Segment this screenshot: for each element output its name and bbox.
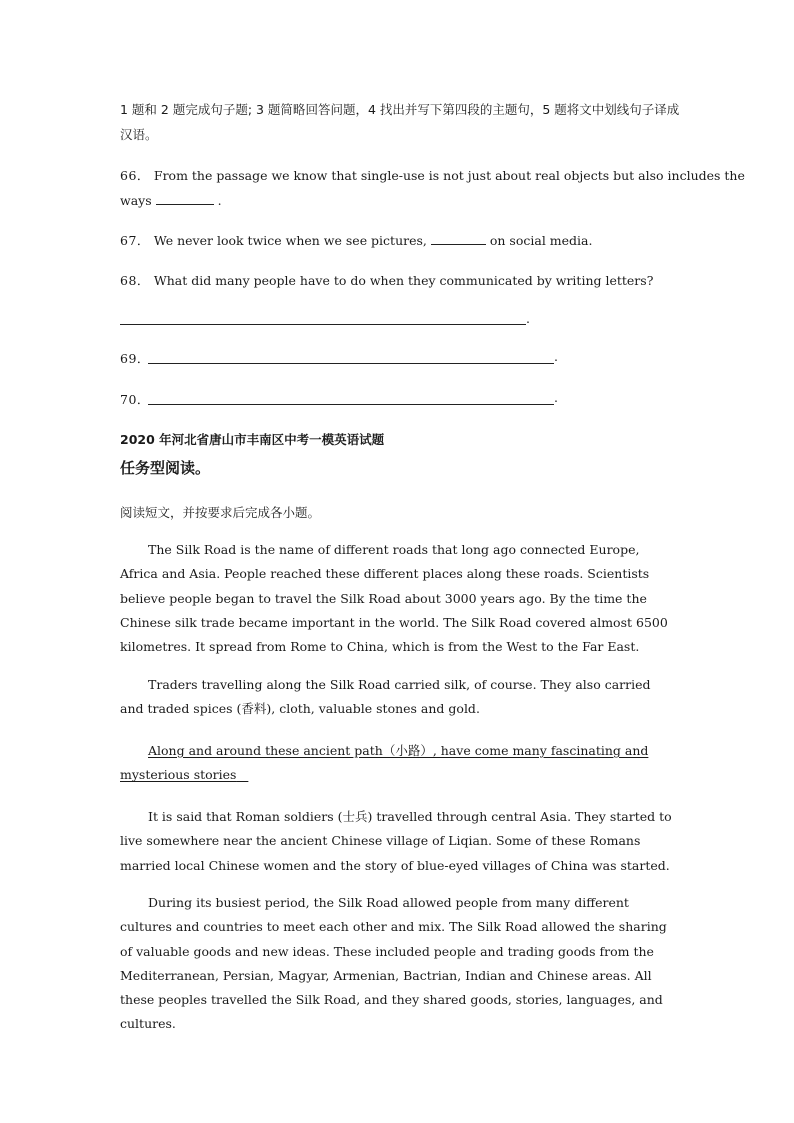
question-number: 66． xyxy=(120,168,150,183)
question-67 xyxy=(120,231,592,249)
passage-paragraph-3-underlined xyxy=(120,739,676,788)
paragraph-text: During its busiest period, the Silk Road allowed people from many different cultures and countries to meet each other and mix. The Silk Road allowed the sharing of valuable goods and new ideas. These included people and trading goods from the Mediterranean, Persian, Magyar, Armenian, Bactrian, Indian and Chinese areas. All these peoples travelled the Silk Road, and they shared goods, stories, languages, and cultures. xyxy=(120,895,667,1032)
answer-line-period: . xyxy=(554,349,558,364)
answer-line-period: . xyxy=(526,311,530,326)
question-number: 69． xyxy=(120,351,150,366)
question-70 xyxy=(120,390,150,408)
paragraph-text: The Silk Road is the name of different roads that long ago connected Europe, Africa and Asia. People reached these different places along these roads. Scientists believe people began to travel the Silk Road about 3000 years ago. By the time the Chinese silk trade became important in the world. The Silk Road covered almost 6500 kilometres. It spread from Rome to China, which is from the West to the Far East. xyxy=(120,542,668,655)
passage-paragraph-2 xyxy=(120,673,676,722)
paragraph-text: It is said that Roman soldiers (士兵) travelled through central Asia. They started to live somewhere near the ancient Chinese village of Liqian. Some of these Romans married local Chinese women and the story of blue-eyed villages of China was started. xyxy=(120,809,672,873)
question-66-continued xyxy=(120,192,222,208)
section-direction: 阅读短文，并按要求后完成各小题。 xyxy=(120,505,321,520)
question-69 xyxy=(120,349,150,367)
passage-paragraph-1 xyxy=(120,538,676,659)
answer-line[interactable] xyxy=(148,363,554,364)
question-number: 68． xyxy=(120,273,150,288)
underlined-sentence: Along and around these ancient path（小路）, have come many fascinating and mysterious stories xyxy=(120,743,649,783)
question-text: . xyxy=(217,193,222,208)
answer-line-period: . xyxy=(554,390,558,405)
passage-paragraph-5 xyxy=(120,891,676,1037)
answer-line[interactable] xyxy=(120,324,526,325)
question-number: 70． xyxy=(120,392,150,407)
answer-blank[interactable] xyxy=(431,232,486,245)
paragraph-text: Traders travelling along the Silk Road carried silk, of course. They also carried and traded spices (香料), cloth, valuable stones and gold. xyxy=(120,677,651,717)
passage-paragraph-4 xyxy=(120,805,676,878)
question-number: 67． xyxy=(120,233,150,248)
question-text: What did many people have to do when they communicated by writing letters? xyxy=(153,273,654,288)
answer-blank[interactable] xyxy=(156,192,214,205)
question-text: From the passage we know that single-use is not just about real objects but also includes the xyxy=(153,168,745,183)
question-text: We never look twice when we see pictures, xyxy=(153,233,427,248)
section-subtitle: 任务型阅读。 xyxy=(120,459,211,477)
question-text: ways xyxy=(120,193,152,208)
question-66 xyxy=(120,166,745,184)
section-title: 2020 年河北省唐山市丰南区中考一模英语试题 xyxy=(120,432,385,447)
question-68 xyxy=(120,271,653,289)
question-text: on social media. xyxy=(489,233,593,248)
instructions-text: 1 题和 2 题完成句子题; 3 题简略回答问题，4 找出并写下第四段的主题句，5 题将文中划线句子译成汉语。 xyxy=(120,102,680,142)
answer-line[interactable] xyxy=(148,404,554,405)
